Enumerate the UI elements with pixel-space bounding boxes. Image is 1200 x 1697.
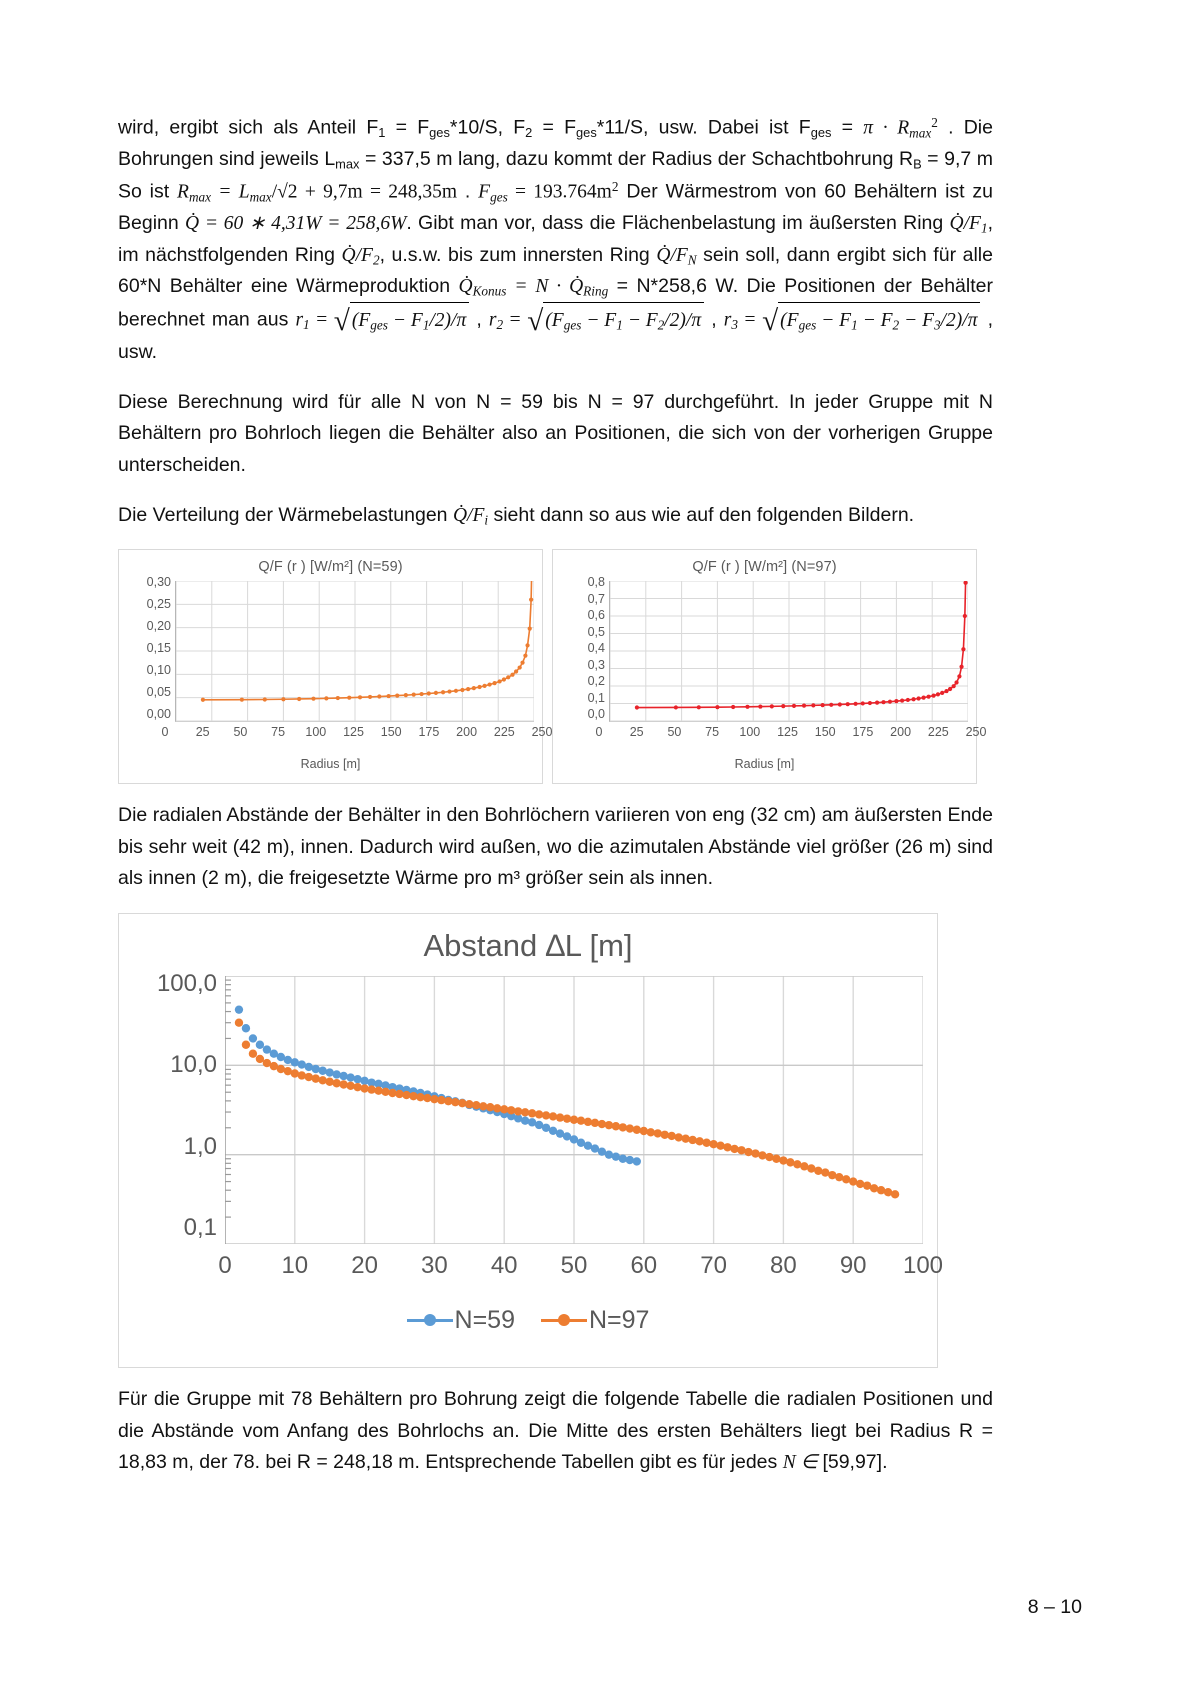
math-fges: F (478, 181, 491, 203)
legend-item-n97[interactable] (541, 1306, 649, 1335)
math-qkonus: Q̇ (458, 276, 473, 298)
p1-text-14: , u.s.w. bis zum innersten Ring (379, 243, 657, 266)
r1-body-3: /2)/π (429, 309, 467, 331)
math-fges-sub: ges (490, 189, 508, 205)
math-r2: r (488, 309, 497, 331)
ytick: 0,5 (587, 624, 605, 639)
chart-n97-xticks (595, 725, 987, 743)
r2-body-3: − F (622, 309, 658, 331)
xtick: 100 (739, 725, 761, 740)
chart-n59-svg (176, 581, 534, 721)
r3-body-5: /2)/π (940, 309, 978, 331)
r2-body-2: − F (581, 309, 617, 331)
legend-label-n97: N=97 (589, 1305, 650, 1334)
p1-sub-3: 2 (525, 125, 533, 141)
p1-sub-6: max (335, 156, 360, 172)
p1-text-7: . Die Bohrungen sind jeweils L (118, 116, 993, 171)
legend-marker-orange-icon (541, 1313, 587, 1327)
xtick: 175 (418, 725, 440, 740)
math-r1: r (295, 309, 304, 331)
xtick: 250 (531, 725, 553, 740)
math-n-element: N ∈ (782, 1452, 823, 1474)
paragraph-verteilung (118, 500, 993, 532)
p1-text-3: *10/S, F (449, 116, 526, 139)
math-r1-sub: 1 (303, 316, 310, 332)
paragraph-formula-intro (118, 112, 993, 369)
p1-sub-1: 1 (378, 125, 386, 141)
p1-text-9: = 9,7 m So ist (118, 148, 993, 203)
ytick: 0,3 (587, 657, 605, 672)
xtick: 150 (380, 725, 402, 740)
chart-n59-yticks (125, 575, 171, 721)
legend-label-n59: N=59 (454, 1305, 515, 1334)
xtick: 25 (195, 725, 210, 740)
paragraph-berechnung: Diese Berechnung wird für alle N von N = 59 bis N = 97 durchgeführt. In jeder Gruppe mit N Behältern pro Bohrloch liegen die Behälter also an Positionen, die sich von der vorherigen Gruppe unterscheiden. (118, 390, 993, 477)
xtick: 90 (839, 1251, 867, 1279)
radical-sign-icon: √ (527, 305, 544, 338)
radical-sign-icon: √ (333, 305, 350, 338)
math-qring-sub: Ring (583, 283, 609, 299)
xtick: 25 (629, 725, 644, 740)
math-rmax: R (177, 181, 189, 203)
r2-body-4: /2)/π (664, 309, 702, 331)
r1-body-1: (F (351, 309, 371, 331)
ytick: 0,2 (587, 674, 605, 689)
r2-body-sub-3: 2 (657, 317, 665, 333)
math-sqrt-r1 (334, 303, 469, 338)
p1-sub-7: B (913, 156, 922, 172)
ytick: 10,0 (170, 1051, 217, 1079)
p1-text-5: *11/S, usw. Dabei ist F (596, 116, 811, 139)
chart-abstand-xticks (218, 1251, 944, 1282)
radical-sign-icon: √ (762, 305, 779, 338)
xtick: 100 (305, 725, 327, 740)
chart-n59-plot (119, 575, 553, 740)
r3-body-sub-1: ges (798, 317, 817, 333)
ytick: 0,20 (146, 619, 171, 634)
p1-text-10: . (457, 180, 479, 203)
xtick: 0 (218, 1251, 232, 1279)
p1-sub-5: ges (810, 125, 832, 141)
math-rmax-eq: = L (211, 181, 250, 203)
ytick: 0,30 (146, 575, 171, 590)
math-r3-eq: = (737, 309, 763, 331)
chart-n59-xticks (161, 725, 553, 743)
p5-text-b: [59,97]. (822, 1451, 888, 1474)
p1-text-17: , usw. (118, 308, 993, 364)
math-sqrt-r2 (527, 303, 704, 338)
chart-n59-title: Q/F (r ) [W/m²] (N=59) (258, 559, 403, 576)
chart-abstand-plot (119, 964, 944, 1294)
ytick: 0,00 (146, 707, 171, 722)
xtick: 225 (927, 725, 949, 740)
small-charts-row (118, 549, 993, 784)
paragraph-radiale-abstaende: Die radialen Abstände der Behälter in den Bohrlöchern variieren von eng (32 cm) am äußersten Ende bis sehr weit (42 m), innen. Dadurch wird außen, wo die azimutalen Abstände viel größer (26 m) sind als innen (2 m), die freigesetzte Wärme pro m³ größer sein als innen. (118, 804, 993, 890)
math-qfn-sub: N (687, 252, 697, 268)
p1-text-8: = 337,5 m lang, dazu kommt der Radius der Schachtbohrung R (359, 148, 914, 171)
chart-n97-xlabel: Radius [m] (734, 757, 795, 772)
math-r2-sub: 2 (496, 316, 504, 332)
math-r2-eq: = (503, 309, 528, 331)
r2-body-sub-2: 1 (616, 317, 623, 333)
math-fges-rest: = 193.764m (507, 181, 612, 203)
xtick: 75 (705, 725, 720, 740)
page-content (118, 112, 993, 1497)
p1-sub-4: ges (576, 125, 597, 141)
ytick: 100,0 (156, 969, 217, 997)
ytick: 0,4 (587, 641, 605, 656)
xtick: 125 (343, 725, 364, 740)
r3-body-sub-4: 3 (933, 317, 941, 333)
math-lmax-sub: max (249, 189, 272, 205)
p1-text-13: , im nächstfolgenden Ring (118, 211, 994, 266)
xtick: 60 (630, 1251, 658, 1279)
math-r3: r (723, 309, 732, 331)
math-qf1-sub: 1 (980, 220, 988, 236)
p1-text-11: Der Wärmestrom von 60 Behältern ist zu Beginn (118, 180, 994, 234)
math-rmax-sub: max (909, 125, 932, 141)
p1-text-16: = N*258,6 W. Die Positionen der Behälter berechnet man aus (118, 275, 993, 331)
math-sqrt-r3 (762, 303, 980, 338)
r1-body-sub-1: ges (370, 317, 388, 333)
xtick: 80 (770, 1251, 797, 1279)
xtick: 200 (456, 725, 478, 740)
p1-text-2: = F (385, 116, 430, 139)
chart-n97-svg (610, 581, 968, 721)
math-qf2-sub: 2 (372, 252, 380, 268)
math-qdot-start: Q̇ = 60 ∗ 4,31W = 258,6W (185, 212, 407, 234)
xtick: 75 (271, 725, 286, 740)
math-qkonus-sub: Konus (472, 283, 507, 299)
p1-text-6: = (831, 116, 864, 139)
chart-abstand-title: Abstand ∆L [m] (423, 927, 633, 963)
p1-sub-2: ges (429, 125, 450, 141)
math-rmax-sub2: max (188, 189, 212, 205)
chart-n97-plotarea (609, 581, 968, 722)
xtick: 20 (351, 1251, 378, 1279)
xtick: 70 (700, 1251, 727, 1279)
chart-qf-n97 (552, 549, 987, 784)
chart-n59-xlabel: Radius [m] (300, 757, 361, 772)
r3-body-sub-2: 1 (851, 317, 858, 333)
xtick: 175 (852, 725, 874, 740)
ytick: 0,25 (146, 597, 171, 612)
p1-text-15: sein soll, dann ergibt sich für alle 60*N Behälter eine Wärmeproduktion (118, 243, 993, 298)
xtick: 10 (281, 1251, 309, 1279)
math-qf1: Q̇/F (949, 212, 981, 234)
math-qfi: Q̇/F (452, 504, 485, 526)
chart-abstand-legend (119, 1306, 937, 1335)
ytick: 0,15 (146, 641, 171, 656)
r3-body-1: (F (780, 309, 799, 331)
chart-abstand-plotarea (225, 976, 923, 1244)
xtick: 0 (161, 725, 169, 740)
xtick: 40 (490, 1251, 518, 1279)
math-qfi-sub: i (484, 512, 489, 528)
chart-n59-plotarea (175, 581, 534, 722)
chart-n97-title: Q/F (r ) [W/m²] (N=97) (692, 559, 837, 576)
p3-text-a: Die Verteilung der Wärmebelastungen (118, 503, 453, 526)
page-number: 8 – 10 (1027, 1596, 1082, 1618)
chart-n97-plot (553, 575, 987, 740)
math-r1-eq: = (309, 309, 334, 331)
ytick: 0,1 (183, 1213, 217, 1241)
math-rmax-sup: 2 (931, 115, 938, 130)
chart-abstand-yticks (129, 970, 217, 1242)
p3-text-b: sieht dann so aus wie auf den folgenden Bildern. (488, 503, 915, 526)
sep-2: , (704, 308, 724, 331)
xtick: 250 (965, 725, 987, 740)
math-qfn: Q̇/F (656, 244, 688, 266)
math-qkonus-eq: = N · Q̇ (506, 276, 584, 298)
r3-body-2: − F (816, 309, 852, 331)
xtick: 0 (595, 725, 603, 740)
sep-1: , (469, 308, 489, 331)
math-fges-sup: 2 (611, 178, 619, 194)
r2-body-sub-1: ges (563, 317, 582, 333)
chart-abstand-dl (118, 913, 944, 1368)
p1-text-12: . Gibt man vor, dass die Flächenbelastung im äußersten Ring (406, 211, 950, 234)
xtick: 50 (560, 1251, 588, 1279)
xtick: 50 (233, 725, 248, 740)
xtick: 200 (890, 725, 912, 740)
math-qf2: Q̇/F (341, 244, 373, 266)
ytick: 0,8 (587, 575, 605, 590)
xtick: 150 (814, 725, 836, 740)
ytick: 0,0 (587, 707, 605, 722)
p1-text-1: wird, ergibt sich als Anteil F (118, 116, 379, 139)
r1-body-2: − F (387, 309, 423, 331)
r2-body-1: (F (545, 309, 564, 331)
paragraph-gruppe-78 (118, 1384, 993, 1479)
xtick: 225 (493, 725, 515, 740)
p5-text-a: Für die Gruppe mit 78 Behältern pro Bohrung zeigt die folgende Tabelle die radialen Positionen und die Abstände vom Anfang des Bohrlochs an. Die Mitte des ersten Behälters liegt bei Radius R = 18,83 m, der 78. bei R = 248,18 m. Entsprechende Tabellen gibt es für jedes (118, 1387, 993, 1474)
chart-n97-yticks (559, 575, 605, 721)
chart-abstand-svg (225, 976, 923, 1244)
p1-text-4: = F (532, 116, 577, 139)
xtick: 100 (902, 1251, 944, 1279)
ytick: 0,1 (587, 690, 605, 705)
ytick: 1,0 (183, 1132, 217, 1160)
math-r3-sub: 3 (731, 316, 738, 332)
ytick: 0,7 (587, 591, 605, 606)
xtick: 30 (421, 1251, 448, 1279)
math-pi-rmax: π · R (863, 117, 910, 139)
chart-qf-n59 (118, 549, 553, 784)
xtick: 50 (667, 725, 682, 740)
legend-marker-blue-icon (407, 1313, 453, 1327)
ytick: 0,10 (146, 663, 171, 678)
math-rmax-rest: /√2 + 9,7m = 248,35m (271, 181, 458, 203)
r3-body-3: − F (857, 309, 893, 331)
ytick: 0,05 (146, 685, 171, 700)
r3-body-4: − F (899, 309, 934, 331)
legend-item-n59[interactable] (407, 1306, 515, 1335)
r3-body-sub-3: 2 (892, 317, 900, 333)
ytick: 0,6 (587, 608, 605, 623)
r1-body-sub-2: 1 (422, 317, 430, 333)
xtick: 125 (777, 725, 798, 740)
